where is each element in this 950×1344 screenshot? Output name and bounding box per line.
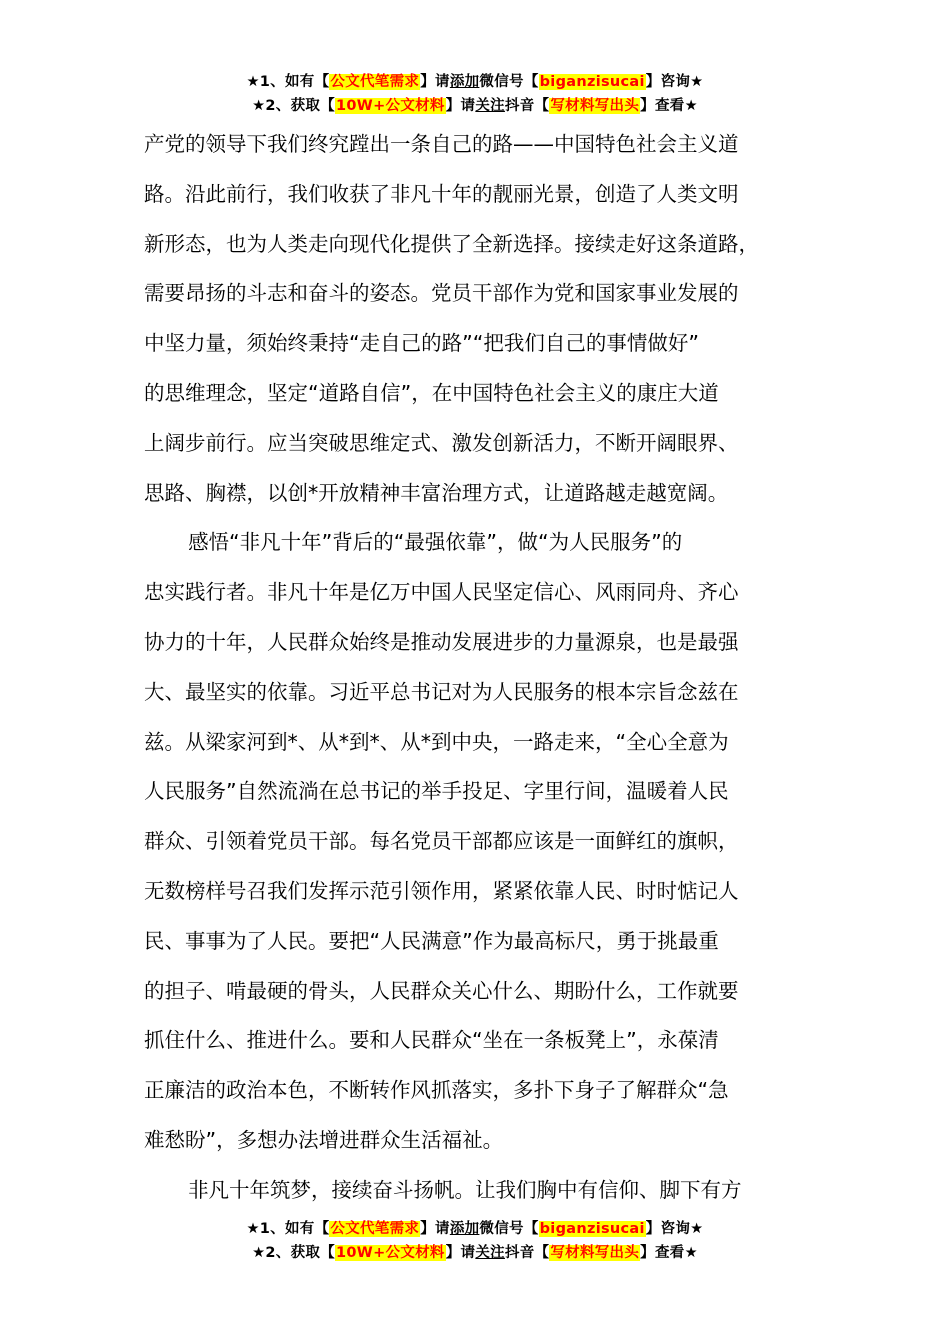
text-line: 忠实践行者。非凡十年是亿万中国人民坚定信心、风雨同舟、齐心 bbox=[144, 580, 739, 605]
banner-text: ★1、如有【 bbox=[246, 1221, 330, 1237]
banner-underlined-text: 关注 bbox=[475, 98, 505, 114]
text-line: 难愁盼”，多想办法增进群众生活福祉。 bbox=[144, 1127, 504, 1152]
highlight-douyin-account: 写材料写出头 bbox=[550, 1245, 640, 1261]
banner-text: 抖音【 bbox=[504, 98, 550, 114]
text-line: 中坚力量，须始终秉持“走自己的路”“把我们自己的事情做好” bbox=[144, 331, 699, 356]
paragraph-2 bbox=[144, 518, 824, 1165]
highlight-materials: 10W+公文材料 bbox=[336, 98, 445, 114]
text-line: 无数榜样号召我们发挥示范引领作用，紧紧依靠人民、时时惦记人 bbox=[144, 878, 739, 903]
banner-text: 】请 bbox=[445, 98, 476, 114]
text-line: 新形态，也为人类走向现代化提供了全新选择。接续走好这条道路， bbox=[144, 231, 759, 256]
highlight-douyin-account: 写材料写出头 bbox=[550, 98, 640, 114]
banner-text: 】查看★ bbox=[640, 98, 698, 114]
banner-text: 】咨询★ bbox=[645, 74, 704, 90]
banner-text: 抖音【 bbox=[504, 1245, 550, 1261]
footer-banner bbox=[0, 1217, 950, 1265]
highlight-service: 公文代笔需求 bbox=[330, 1221, 420, 1237]
text-line: 正廉洁的政治本色，不断转作风抓落实，多扑下身子了解群众“急 bbox=[144, 1078, 729, 1103]
banner-line-1 bbox=[0, 70, 950, 94]
text-line: 思路、胸襟，以创*开放精神丰富治理方式，让道路越走越宽阔。 bbox=[144, 480, 729, 505]
banner-line-2 bbox=[0, 1241, 950, 1265]
text-line: 路。沿此前行，我们收获了非凡十年的靓丽光景，创造了人类文明 bbox=[144, 181, 739, 206]
banner-text: 】咨询★ bbox=[645, 1221, 704, 1237]
text-line: 人民服务”自然流淌在总书记的举手投足、字里行间，温暖着人民 bbox=[144, 779, 729, 804]
banner-line-2 bbox=[0, 94, 950, 118]
document-body bbox=[144, 120, 824, 1216]
text-line: 抓住什么、推进什么。要和人民群众“坐在一条板凳上”，永葆清 bbox=[144, 1028, 719, 1053]
text-line: 需要昂扬的斗志和奋斗的姿态。党员干部作为党和国家事业发展的 bbox=[144, 281, 739, 306]
text-line: 上阔步前行。应当突破思维定式、激发创新活力，不断开阔眼界、 bbox=[144, 430, 739, 455]
text-line: 协力的十年，人民群众始终是推动发展进步的力量源泉，也是最强 bbox=[144, 629, 739, 654]
paragraph-1 bbox=[144, 120, 824, 518]
text-line: 大、最坚实的依靠。习近平总书记对为人民服务的根本宗旨念兹在 bbox=[144, 679, 739, 704]
text-line: 民、事事为了人民。要把“人民满意”作为最高标尺，勇于挑最重 bbox=[144, 928, 719, 953]
text-line: 群众、引领着党员干部。每名党员干部都应该是一面鲜红的旗帜， bbox=[144, 829, 739, 854]
text-line: 的担子、啃最硬的骨头，人民群众关心什么、期盼什么，工作就要 bbox=[144, 978, 739, 1003]
banner-text: 微信号【 bbox=[479, 1221, 539, 1237]
highlight-materials: 10W+公文材料 bbox=[336, 1245, 445, 1261]
highlight-wechat-id: biganzisucai bbox=[539, 74, 645, 90]
text-line: 兹。从梁家河到*、从*到*、从*到中央，一路走来，“全心全意为 bbox=[144, 729, 729, 754]
banner-text: ★2、获取【 bbox=[252, 98, 335, 114]
banner-text: ★1、如有【 bbox=[246, 74, 330, 90]
highlight-service: 公文代笔需求 bbox=[330, 74, 420, 90]
banner-text: 】请 bbox=[420, 1221, 450, 1237]
text-line: 产党的领导下我们终究蹚出一条自己的路——中国特色社会主义道 bbox=[144, 132, 739, 156]
banner-text: 】请 bbox=[420, 74, 450, 90]
paragraph-3 bbox=[144, 1166, 824, 1216]
banner-line-1 bbox=[0, 1217, 950, 1241]
banner-underlined-text: 添加 bbox=[449, 1221, 480, 1237]
banner-text: 】查看★ bbox=[640, 1245, 698, 1261]
banner-text: ★2、获取【 bbox=[252, 1245, 335, 1261]
text-line: 感悟“非凡十年”背后的“最强依靠”，做“为人民服务”的 bbox=[188, 530, 683, 555]
text-line: 非凡十年筑梦，接续奋斗扬帆。让我们胸中有信仰、脚下有方 bbox=[188, 1177, 742, 1202]
banner-underlined-text: 添加 bbox=[449, 74, 480, 90]
highlight-wechat-id: biganzisucai bbox=[539, 1221, 645, 1237]
text-line: 的思维理念，坚定“道路自信”，在中国特色社会主义的康庄大道 bbox=[144, 380, 719, 405]
banner-text: 】请 bbox=[445, 1245, 476, 1261]
banner-text: 微信号【 bbox=[479, 74, 539, 90]
banner-underlined-text: 关注 bbox=[475, 1245, 505, 1261]
header-banner bbox=[0, 70, 950, 118]
